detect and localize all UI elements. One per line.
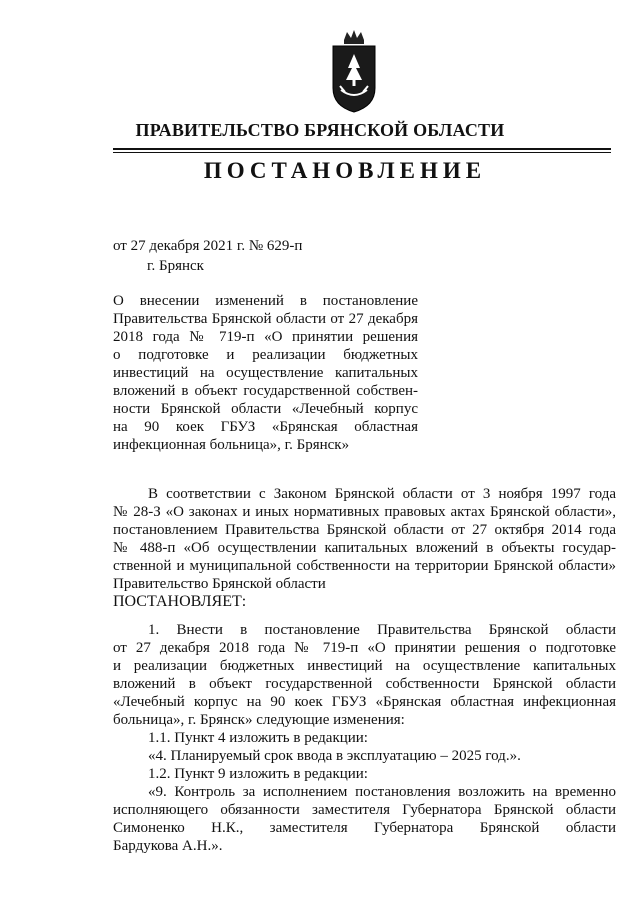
subitem-1-2: 1.2. Пункт 9 изложить в редакции: <box>148 766 368 782</box>
item9-line: исполняющего обязанности заместителя Губернатора Брянской области <box>113 802 616 818</box>
preamble-line: № 488-п «Об осуществлении капитальных вложений в объекты государ- <box>113 540 616 556</box>
coat-of-arms-emblem <box>327 30 381 114</box>
item-line: вложений в объект государственной собственности Брянской области <box>113 676 616 692</box>
subject-line: на 90 коек ГБУЗ «Брянская областная <box>113 419 418 435</box>
item-line: и реализации бюджетных инвестиций на осуществление капитальных <box>113 658 616 674</box>
item9-line: Бардукова А.Н.». <box>113 838 223 854</box>
preamble-line: № 28-З «О законах и иных нормативных правовых актах Брянской области», <box>113 504 616 520</box>
item-line: больница», г. Брянск» следующие изменения: <box>113 712 405 728</box>
item-line: от 27 декабря 2018 года № 719-п «О принятии решения о подготовке <box>113 640 616 656</box>
city: г. Брянск <box>147 258 204 274</box>
document-type-title: ПОСТАНОВЛЕНИЕ <box>203 158 487 183</box>
subject-line: о подготовке и реализации бюджетных <box>113 347 418 363</box>
preamble-line: В соответствии с Законом Брянской области от 3 ноября 1997 года <box>148 486 616 502</box>
item-line: 1. Внести в постановление Правительства Брянской области <box>148 622 616 638</box>
header-rule-thin <box>113 152 611 153</box>
preamble-line: постановлением Правительства Брянской области от 27 октября 2014 года <box>113 522 616 538</box>
subject-line: Правительства Брянской области от 27 декабря <box>113 311 418 327</box>
subitem-1-1-text: «4. Планируемый срок ввода в эксплуатацию – 2025 год.». <box>148 748 521 764</box>
subject-line: вложений в объект государственной собствен- <box>113 383 418 399</box>
date-number: от 27 декабря 2021 г. № 629-п <box>113 238 303 254</box>
subject-line: 2018 года № 719-п «О принятии решения <box>113 329 418 345</box>
subject-line: ности Брянской области «Лечебный корпус <box>113 401 418 417</box>
subject-line: О внесении изменений в постановление <box>113 293 418 309</box>
item9-line: «9. Контроль за исполнением постановления возложить на временно <box>148 784 616 800</box>
subject-line: инвестиций на осуществление капитальных <box>113 365 418 381</box>
resolve-word: ПОСТАНОВЛЯЕТ: <box>113 593 247 610</box>
subitem-1-1: 1.1. Пункт 4 изложить в редакции: <box>148 730 368 746</box>
item9-line: Симоненко Н.К., заместителя Губернатора Брянской области <box>113 820 616 836</box>
item-line: «Лечебный корпус на 90 коек ГБУЗ «Брянская областная инфекционная <box>113 694 616 710</box>
organization-title: ПРАВИТЕЛЬСТВО БРЯНСКОЙ ОБЛАСТИ <box>135 120 505 140</box>
header-rule-thick <box>113 148 611 150</box>
preamble-line: ственной и муниципальной собственности на территории Брянской области» <box>113 558 616 574</box>
preamble-line: Правительство Брянской области <box>113 576 326 592</box>
subject-line: инфекционная больница», г. Брянск» <box>113 437 350 453</box>
